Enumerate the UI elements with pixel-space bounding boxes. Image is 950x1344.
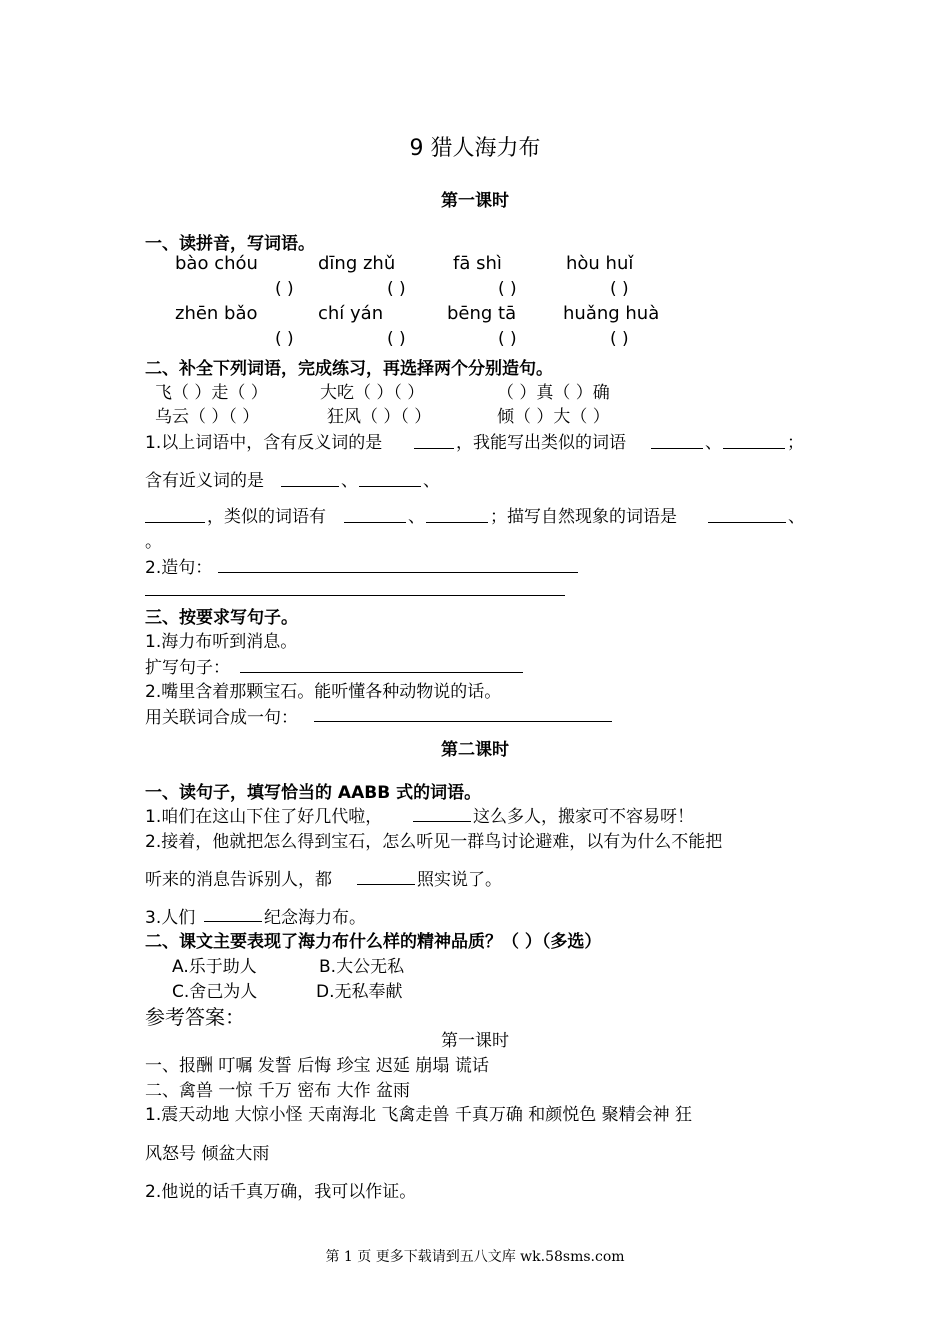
answer-line: 1.震天动地 大惊小怪 天南海北 飞禽走兽 千真万确 和颜悦色 聚精会神 狂 bbox=[145, 1105, 693, 1125]
q2-text: 、 bbox=[423, 471, 440, 491]
lesson1-label: 第一课时 bbox=[441, 191, 509, 211]
q2-text: ，类似的词语有 bbox=[207, 507, 326, 527]
l2-q1-text: 听来的消息告诉别人，都 bbox=[145, 870, 332, 890]
word-fill: （ ）真（ ）确 bbox=[497, 383, 610, 403]
blank-line[interactable] bbox=[359, 486, 421, 487]
q3-text: 1.海力布听到消息。 bbox=[145, 632, 298, 652]
blank-line[interactable] bbox=[426, 522, 488, 523]
answer-line: 风怒号 倾盆大雨 bbox=[145, 1144, 270, 1164]
answer-line: 二、禽兽 一惊 千万 密布 大作 盆雨 bbox=[145, 1081, 411, 1101]
answer-line: 一、报酬 叮嘱 发誓 后悔 珍宝 迟延 崩塌 谎话 bbox=[145, 1056, 489, 1076]
q2-text: 1.以上词语中，含有反义词的是 bbox=[145, 433, 383, 453]
l2-q2-heading: 二、课文主要表现了海力布什么样的精神品质？（ ）（多选） bbox=[145, 932, 602, 952]
blank-line[interactable] bbox=[357, 884, 415, 885]
pinyin: dīng zhǔ bbox=[318, 253, 396, 274]
option-b[interactable]: B.大公无私 bbox=[319, 957, 405, 977]
pinyin: bào chóu bbox=[175, 253, 258, 274]
pinyin: chí yán bbox=[318, 303, 384, 324]
pinyin: fā shì bbox=[453, 253, 502, 274]
blank-line[interactable] bbox=[344, 522, 406, 523]
pinyin: hòu huǐ bbox=[566, 253, 634, 274]
l2-q1-text: 纪念海力布。 bbox=[264, 908, 366, 928]
word-fill: 乌云（ ）（ ） bbox=[155, 407, 260, 427]
option-c[interactable]: C.舍己为人 bbox=[172, 982, 258, 1002]
answer-paren: ( ) bbox=[610, 279, 629, 299]
answer-paren: ( ) bbox=[275, 329, 294, 349]
blank-line[interactable] bbox=[414, 448, 454, 449]
q2-text: 、 bbox=[408, 507, 425, 527]
l1-q1-heading: 一、读拼音，写词语。 bbox=[145, 234, 315, 254]
l1-q2-heading: 二、补全下列词语，完成练习，再选择两个分别造句。 bbox=[145, 359, 553, 379]
answers-heading: 参考答案： bbox=[145, 1005, 245, 1029]
l2-q1-text: 这么多人，搬家可不容易呀！ bbox=[473, 807, 694, 827]
l2-q1-text: 照实说了。 bbox=[417, 870, 502, 890]
sentence-blank[interactable] bbox=[145, 595, 565, 596]
pinyin: huǎng huà bbox=[563, 303, 660, 324]
sentence-blank[interactable] bbox=[218, 572, 578, 573]
q3-text: 2.嘴里含着那颗宝石。能听懂各种动物说的话。 bbox=[145, 682, 502, 702]
option-a[interactable]: A.乐于助人 bbox=[172, 957, 257, 977]
l2-q1-text: 3.人们 bbox=[145, 908, 196, 928]
q3-text: 扩写句子： bbox=[145, 658, 230, 678]
answers-lesson-label: 第一课时 bbox=[441, 1031, 509, 1051]
answer-paren: ( ) bbox=[610, 329, 629, 349]
answer-paren: ( ) bbox=[498, 329, 517, 349]
sentence-blank[interactable] bbox=[240, 672, 523, 673]
q2-text: ，我能写出类似的词语 bbox=[456, 433, 626, 453]
q2-text: 含有近义词的是 bbox=[145, 471, 264, 491]
word-fill: 飞（ ）走（ ） bbox=[155, 383, 268, 403]
q3-text: 用关联词合成一句： bbox=[145, 708, 298, 728]
blank-line[interactable] bbox=[651, 448, 703, 449]
l1-q3-heading: 三、按要求写句子。 bbox=[145, 608, 298, 628]
l2-q1-text: 1.咱们在这山下住了好几代啦， bbox=[145, 807, 383, 827]
option-d[interactable]: D.无私奉献 bbox=[316, 982, 403, 1002]
q2-text: ； bbox=[787, 433, 804, 453]
q2-text: 、 bbox=[341, 471, 358, 491]
blank-line[interactable] bbox=[723, 448, 785, 449]
lesson2-label: 第二课时 bbox=[441, 740, 509, 760]
word-fill: 倾（ ）大（ ） bbox=[497, 407, 610, 427]
q2-text: ；描写自然现象的词语是 bbox=[490, 507, 677, 527]
l2-q1-heading: 一、读句子，填写恰当的 AABB 式的词语。 bbox=[145, 783, 482, 803]
page-footer: 第 1 页 更多下载请到五八文库 wk.58sms.com bbox=[325, 1249, 625, 1265]
q2-text: 、 bbox=[788, 507, 805, 527]
blank-line[interactable] bbox=[413, 821, 471, 822]
answer-paren: ( ) bbox=[387, 329, 406, 349]
q2-text: 。 bbox=[145, 532, 162, 552]
blank-line[interactable] bbox=[281, 486, 339, 487]
word-fill: 大吃（ ）（ ） bbox=[320, 383, 425, 403]
blank-line[interactable] bbox=[145, 522, 205, 523]
blank-line[interactable] bbox=[708, 522, 786, 523]
answer-paren: ( ) bbox=[387, 279, 406, 299]
q2-text: 2.造句： bbox=[145, 558, 213, 578]
answer-paren: ( ) bbox=[275, 279, 294, 299]
page-title: 9 猎人海力布 bbox=[409, 136, 541, 161]
blank-line[interactable] bbox=[204, 921, 262, 922]
l2-q1-text: 2.接着，他就把怎么得到宝石，怎么听见一群鸟讨论避难，以有为什么不能把 bbox=[145, 832, 723, 852]
pinyin: zhēn bǎo bbox=[175, 303, 258, 324]
q2-text: 、 bbox=[705, 433, 722, 453]
sentence-blank[interactable] bbox=[314, 721, 612, 722]
answer-line: 2.他说的话千真万确，我可以作证。 bbox=[145, 1182, 417, 1202]
answer-paren: ( ) bbox=[498, 279, 517, 299]
pinyin: bēng tā bbox=[447, 303, 517, 324]
word-fill: 狂风（ ）（ ） bbox=[327, 407, 432, 427]
